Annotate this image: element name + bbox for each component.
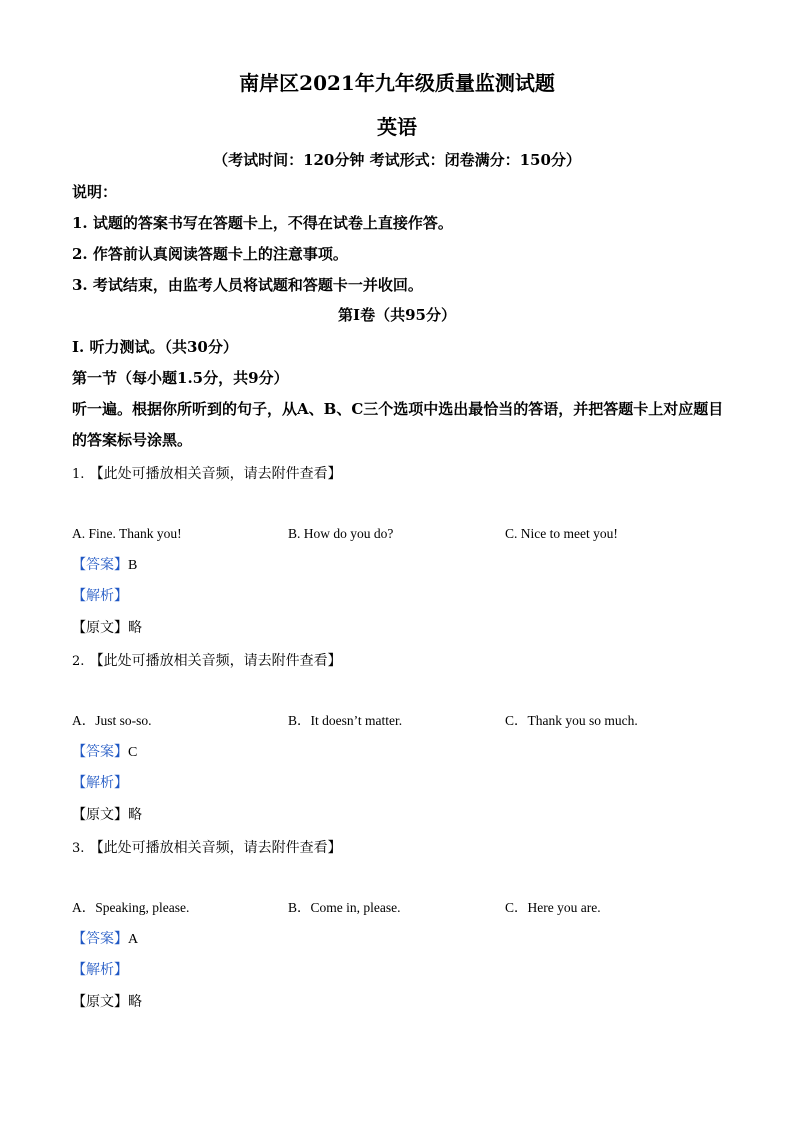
- original-label: 【原文】: [72, 994, 128, 1010]
- analysis-label: 【解析】: [72, 588, 128, 604]
- answer-row: [72, 930, 138, 949]
- original-row: [72, 806, 142, 824]
- analysis-label: 【解析】: [72, 962, 128, 978]
- option-b: B．It doesn’t matter.: [288, 713, 403, 728]
- section-title: I. 听力测试。（共30分）: [72, 338, 238, 356]
- option-c: C．Thank you so much.: [505, 713, 638, 728]
- question-number: 1.: [72, 467, 85, 482]
- question-header: [72, 463, 342, 485]
- original-value: 略: [128, 620, 142, 636]
- exam-info: （考试时间：120分钟 考试形式：闭卷满分：150分）: [213, 151, 581, 169]
- audio-note: 【此处可播放相关音频，请去附件查看】: [89, 840, 342, 856]
- original-label: 【原文】: [72, 807, 128, 823]
- answer-label: 【答案】: [72, 744, 128, 760]
- analysis-row: [72, 587, 128, 605]
- analysis-label: 【解析】: [72, 775, 128, 791]
- answer-row: [72, 743, 137, 762]
- instructions-heading: 说明：: [72, 183, 118, 201]
- original-label: 【原文】: [72, 620, 128, 636]
- analysis-row: [72, 961, 128, 979]
- answer-value: B: [128, 558, 138, 573]
- analysis-row: [72, 774, 128, 792]
- original-row: [72, 619, 142, 637]
- answer-value: A: [128, 932, 139, 947]
- question-header: [72, 650, 342, 672]
- option-b: B. How do you do?: [288, 526, 394, 541]
- option-b: B．Come in, please.: [288, 900, 401, 915]
- option-a: A. Fine. Thank you!: [72, 526, 182, 541]
- instruction-item: 2. 作答前认真阅读答题卡上的注意事项。: [72, 245, 348, 263]
- section-directions: 听一遍。根据你所听到的句子，从A、B、C三个选项中选出最恰当的答语，并把答题卡上对应题目的答案标号涂黑。: [72, 400, 724, 449]
- answer-row: [72, 556, 137, 575]
- original-value: 略: [128, 994, 142, 1010]
- question-number: 3.: [72, 841, 85, 856]
- audio-note: 【此处可播放相关音频，请去附件查看】: [89, 466, 342, 482]
- subsection-title: 第一节（每小题1.5分，共9分）: [72, 369, 289, 387]
- exam-title: 南岸区2021年九年级质量监测试题: [239, 71, 555, 95]
- instruction-item: 3. 考试结束，由监考人员将试题和答题卡一并收回。: [72, 276, 423, 294]
- subject-title: 英语: [377, 115, 417, 139]
- answer-label: 【答案】: [72, 557, 128, 573]
- audio-note: 【此处可播放相关音频，请去附件查看】: [89, 653, 342, 669]
- option-c: C．Here you are.: [505, 900, 601, 915]
- question-number: 2.: [72, 654, 85, 669]
- answer-label: 【答案】: [72, 931, 128, 947]
- volume-title: 第I卷（共95分）: [338, 306, 456, 324]
- instruction-item: 1. 试题的答案书写在答题卡上，不得在试卷上直接作答。: [72, 214, 453, 232]
- option-a: A．Speaking, please.: [72, 900, 190, 915]
- option-c: C. Nice to meet you!: [505, 526, 618, 541]
- original-row: [72, 993, 142, 1011]
- original-value: 略: [128, 807, 142, 823]
- option-a: A．Just so-so.: [72, 713, 152, 728]
- question-header: [72, 837, 342, 859]
- answer-value: C: [128, 745, 138, 760]
